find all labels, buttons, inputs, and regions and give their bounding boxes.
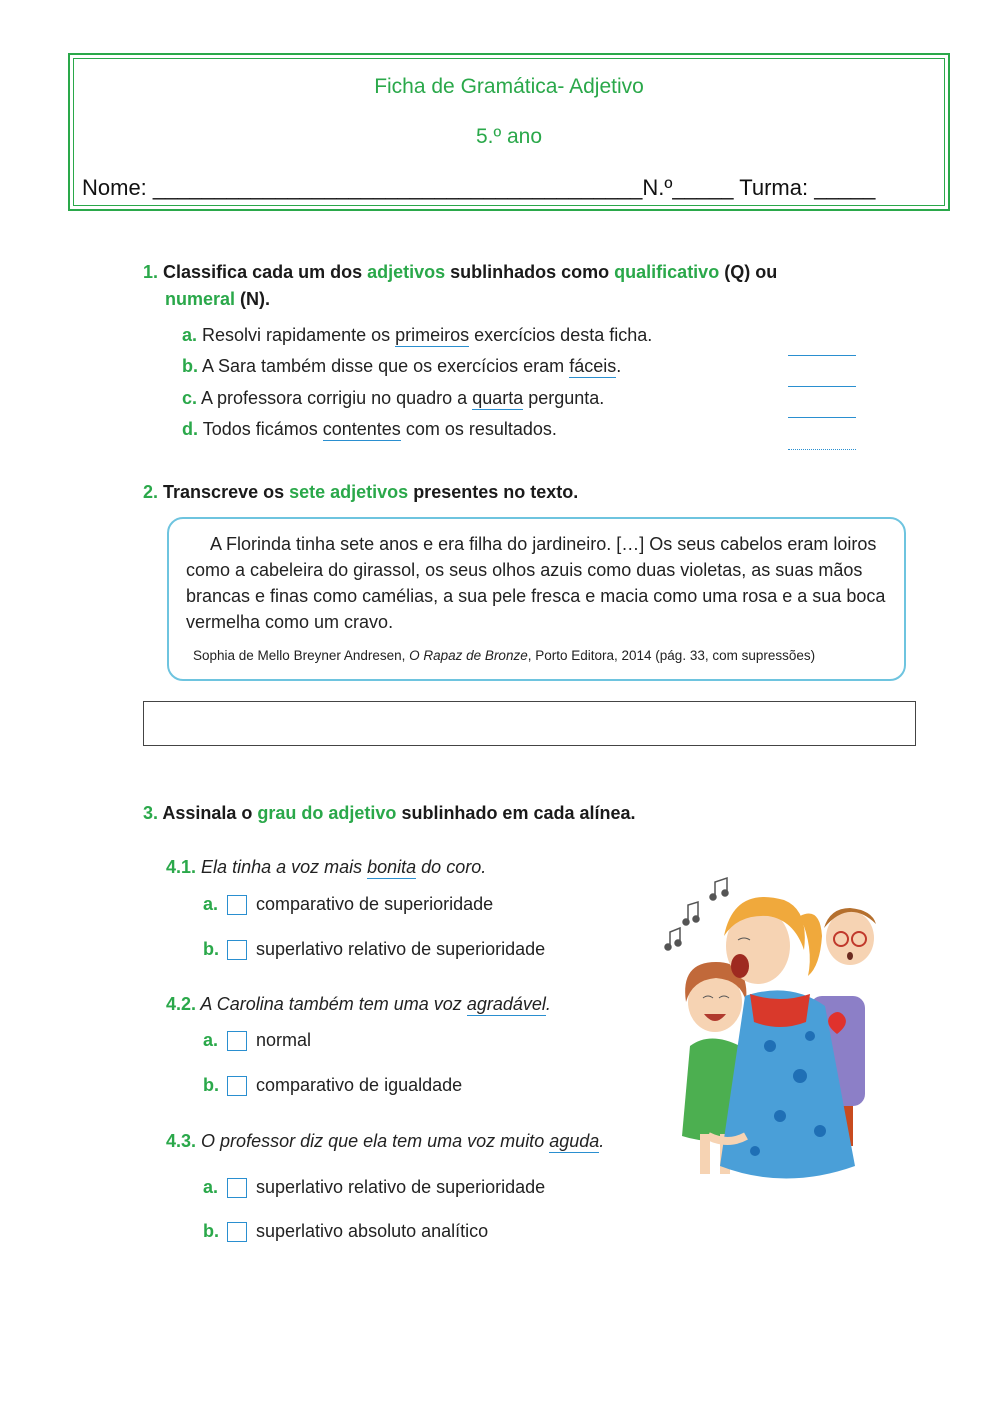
option-4-3-b: b. superlativo absoluto analítico bbox=[203, 1221, 489, 1241]
underlined-adjective: aguda bbox=[549, 1131, 600, 1151]
school-year: 5.º ano bbox=[475, 125, 543, 148]
sub-question-4-1: 4.1. Ela tinha a voz mais bonita do coro. bbox=[166, 857, 487, 877]
option-4-2-a: a. normal bbox=[203, 1030, 312, 1050]
q1-item-c: c. A professora corrigiu no quadro a quarta pergunta. bbox=[182, 388, 605, 408]
answer-line-b[interactable] bbox=[788, 386, 856, 387]
q1-item-d: d. Todos ficámos contentes com os resultados. bbox=[182, 419, 557, 439]
worksheet-title: Ficha de Gramática- Adjetivo bbox=[374, 75, 644, 98]
answer-line-a[interactable] bbox=[788, 355, 856, 356]
question-1-title: 1. Classifica cada um dos adjetivos sublinhados como qualificativo (Q) ou numeral (N). bbox=[143, 262, 778, 309]
header-box bbox=[68, 53, 950, 211]
checkbox[interactable] bbox=[227, 1031, 247, 1051]
student-info-line[interactable]: Nome: ________________________________________N.º_____ Turma: _____ bbox=[82, 175, 876, 200]
underlined-adjective: primeiros bbox=[395, 325, 470, 345]
underlined-adjective: bonita bbox=[367, 857, 417, 877]
option-4-2-b: b. comparativo de igualdade bbox=[203, 1075, 463, 1095]
header-inner-border bbox=[73, 58, 945, 206]
option-4-1-b: b. superlativo relativo de superioridade bbox=[203, 939, 546, 959]
checkbox[interactable] bbox=[227, 1178, 247, 1198]
q1-item-b: b. A Sara também disse que os exercícios eram fáceis. bbox=[182, 356, 622, 376]
question-3-title: 3. Assinala o grau do adjetivo sublinhado em cada alínea. bbox=[143, 803, 636, 823]
underlined-adjective: fáceis bbox=[569, 356, 617, 376]
answer-line-d[interactable] bbox=[788, 449, 856, 450]
underlined-adjective: contentes bbox=[322, 419, 401, 439]
sub-question-4-3: 4.3. O professor diz que ela tem uma voz muito aguda. bbox=[166, 1131, 605, 1151]
sub-question-4-2: 4.2. A Carolina também tem uma voz agradável. bbox=[166, 994, 551, 1014]
reading-text-box bbox=[167, 517, 906, 681]
q2-answer-box[interactable] bbox=[143, 701, 916, 746]
checkbox[interactable] bbox=[227, 940, 247, 960]
reading-text: A Florinda tinha sete anos e era filha do jardineiro. […] Os seus cabelos eram loiros como a cabeleira do girassol, os seus olhos azuis como duas violetas, as suas mãos brancas e finas como camélias, a sua pele fresca e macia como uma rosa e a sua boca vermelha como um cravo. bbox=[186, 534, 886, 632]
answer-line-c[interactable] bbox=[788, 417, 856, 418]
underlined-adjective: agradável bbox=[466, 994, 546, 1014]
text-source: Sophia de Mello Breyner Andresen, O Rapaz de Bronze, Porto Editora, 2014 (pág. 33, com supressões) bbox=[193, 648, 816, 663]
underlined-adjective: quarta bbox=[472, 388, 524, 408]
question-2-title: 2. Transcreve os sete adjetivos presentes no texto. bbox=[143, 482, 579, 502]
checkbox[interactable] bbox=[227, 895, 247, 915]
q1-item-a: a. Resolvi rapidamente os primeiros exercícios desta ficha. bbox=[182, 325, 653, 345]
option-4-3-a: a. superlativo relativo de superioridade bbox=[203, 1177, 546, 1197]
music-notes-icon bbox=[665, 878, 728, 950]
option-4-1-a: a. comparativo de superioridade bbox=[203, 894, 494, 914]
checkbox[interactable] bbox=[227, 1076, 247, 1096]
singing-children-illustration bbox=[660, 876, 905, 1188]
checkbox[interactable] bbox=[227, 1222, 247, 1242]
